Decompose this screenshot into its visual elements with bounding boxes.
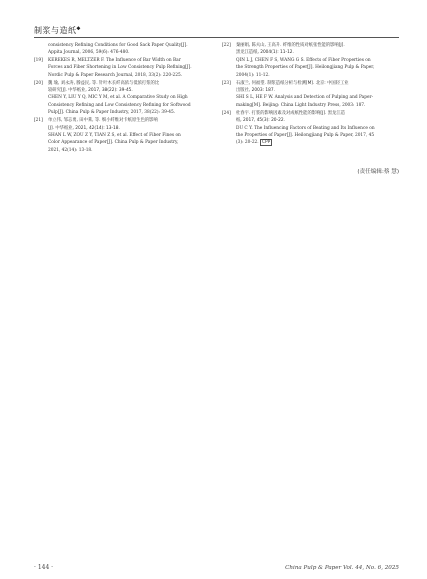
reference-line: QIN L J, CHEN F S, WANG G S. Effects of Fiber Properties on bbox=[236, 57, 371, 63]
reference-line: Appita Journal, 2006, 59(6): 476-480. bbox=[48, 50, 130, 56]
reference-column-right bbox=[222, 42, 400, 147]
reference-line: 纸, 2017, 45(3): 20-22. bbox=[236, 118, 285, 124]
reference-entry bbox=[222, 110, 400, 147]
reference-line: Color Appearance of Paper[J]. China Pulp & Paper Industry, bbox=[48, 140, 179, 146]
header-mark-icon: ◆ bbox=[76, 25, 81, 32]
responsible-editor: (责任编辑:蔡 慧) bbox=[357, 169, 399, 175]
reference-column-left bbox=[34, 42, 210, 155]
reference-line: making[M]. Beijing: China Light Industry Press, 2003: 187. bbox=[236, 102, 366, 108]
reference-line: 魏 瑜, 刘永涛, 滕益民, 等. 针叶木长纤高浓与低浓打浆的比 bbox=[48, 80, 160, 86]
reference-line: Pulp[J]. China Pulp & Paper Industry, 2017, 38(22): 39-45. bbox=[48, 110, 176, 116]
reference-line: 单立伟, 邹志勇, 田中莱, 等. 细小纤维对卡纸原生色的影响 bbox=[48, 118, 158, 124]
reference-line: Forces and Fiber Shortening in Low Consistency Pulp Refining[J]. bbox=[48, 65, 192, 71]
reference-entry bbox=[34, 57, 210, 79]
reference-line: 2004(1): 11-12. bbox=[236, 72, 270, 78]
reference-line: CHEN Y, LIU Y Q, MIC Y M, et al. A Comparative Study on High bbox=[48, 95, 188, 101]
reference-entry bbox=[222, 42, 400, 79]
reference-line-with-mark bbox=[236, 139, 400, 146]
reference-line: Consistency Refining and Low Consistency Refining for Softwood bbox=[48, 102, 191, 108]
reference-entry bbox=[34, 80, 210, 117]
reference-number: [20] bbox=[34, 80, 43, 86]
reference-line: 出版社, 2003: 187. bbox=[236, 88, 275, 94]
section-title bbox=[34, 25, 81, 36]
reference-line: 杜春宇. 打浆的影响因素及对成纸性能的影响[J]. 黑龙江造 bbox=[236, 110, 345, 116]
reference-line: consistency Refining Conditions for Good Sack Paper Quality[J]. bbox=[48, 43, 188, 48]
reference-line: DU C Y. The Influencing Factors of Beating and Its Influence on bbox=[236, 125, 375, 131]
reference-line: 较研究[J]. 中华纸业, 2017, 38(22): 39-45. bbox=[48, 88, 133, 94]
reference-entry bbox=[222, 80, 400, 110]
reference-line: [J]. 中华纸业, 2021, 42(14): 13-18. bbox=[48, 125, 120, 131]
running-header bbox=[34, 23, 399, 38]
reference-line: 秦丽娟, 陈夫山, 王高升. 纤维的性质对纸张性能的影响[J]. bbox=[236, 43, 345, 48]
reference-line: SHI S L, HE F W. Analysis and Detection of Pulping and Paper- bbox=[236, 95, 374, 101]
section-title-text: 制浆与造纸 bbox=[34, 26, 77, 35]
reference-line: 石淑兰, 何福望. 制浆造纸分析与检测[M]. 北京: 中国轻工业 bbox=[236, 80, 349, 86]
reference-number: [21] bbox=[34, 118, 43, 124]
reference-number: [23] bbox=[222, 80, 231, 86]
reference-entry bbox=[34, 117, 210, 154]
journal-end-mark: CPP bbox=[262, 140, 271, 146]
page-number: · 144 · bbox=[34, 564, 54, 571]
reference-line-text: (3): 20-22. bbox=[236, 140, 259, 146]
reference-continuation bbox=[34, 42, 210, 57]
reference-number: [19] bbox=[34, 57, 43, 63]
reference-line: SHAN L W, ZOU Z Y, TIAN Z S, et al. Effect of Fiber Fines on bbox=[48, 133, 181, 139]
reference-line: Nordic Pulp & Paper Research Journal, 2018, 33(2): 220-225. bbox=[48, 72, 183, 78]
reference-line: the Strength Properties of Paper[J]. Heilongjiang Pulp & Paper, bbox=[236, 65, 375, 71]
reference-line: the Properties of Paper[J]. Heilongjiang Pulp & Paper, 2017, 45 bbox=[236, 133, 375, 139]
reference-line: KEREKES R, MELTZER F. The Influence of Bar Width on Bar bbox=[48, 57, 181, 63]
journal-info: China Pulp & Paper Vol. 44, No. 6, 2025 bbox=[285, 565, 399, 571]
reference-number: [22] bbox=[222, 43, 231, 48]
reference-line: 2021, 42(14): 13-18. bbox=[48, 147, 93, 153]
reference-line: 黑龙江造纸, 2004(1): 11-12. bbox=[236, 50, 294, 56]
reference-number: [24] bbox=[222, 110, 231, 116]
